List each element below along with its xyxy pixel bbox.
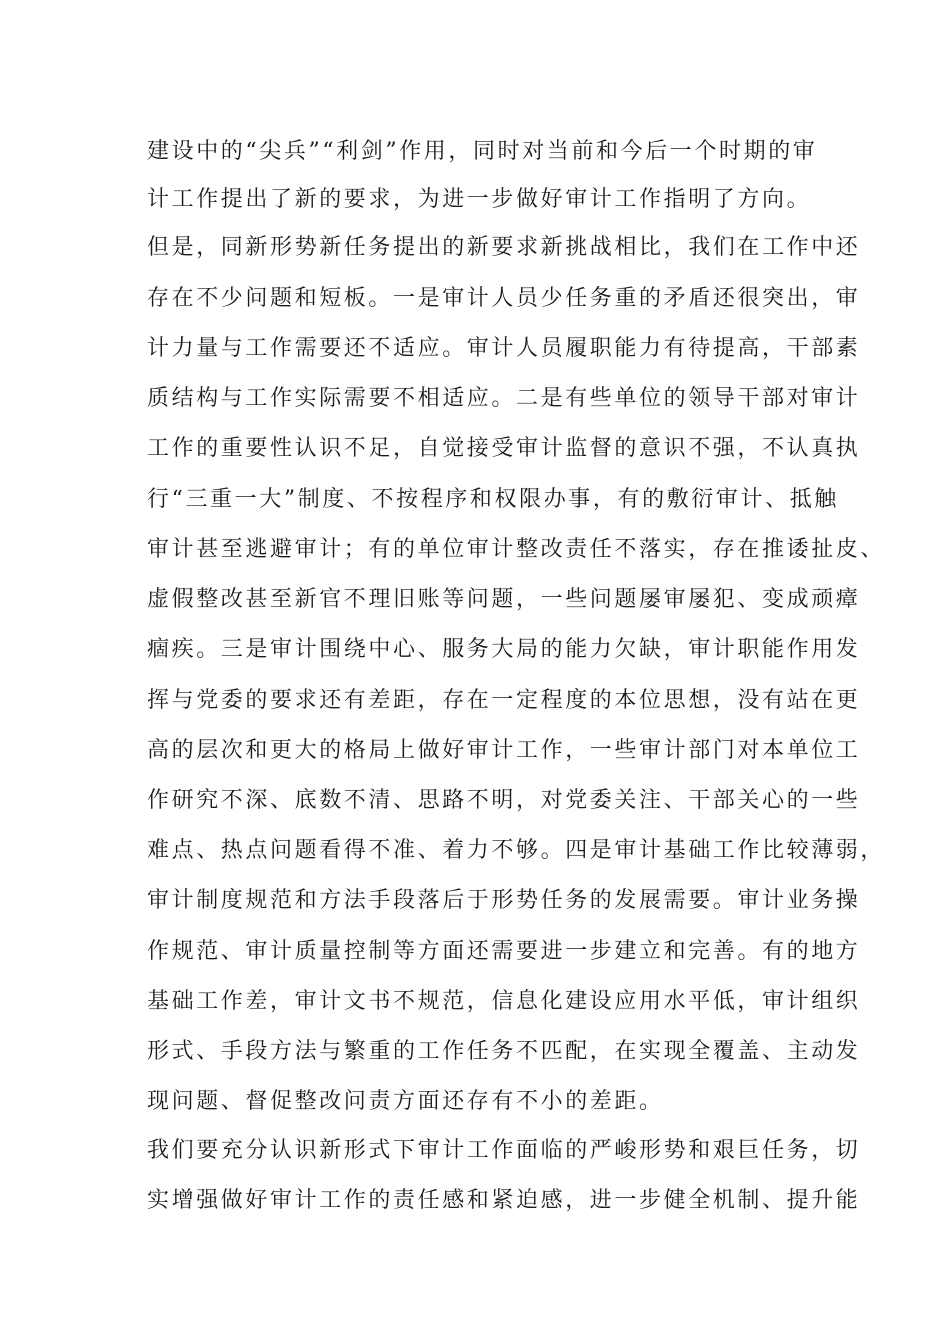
text-line: 存在不少问题和短板。一是审计人员少任务重的矛盾还很突出，审 bbox=[147, 286, 861, 311]
text-line: 实增强做好审计工作的责任感和紧迫感，进一步健全机制、提升能 bbox=[147, 1188, 861, 1213]
text-line: 工作的重要性认识不足，自觉接受审计监督的意识不强，不认真执 bbox=[147, 436, 861, 461]
text-line: 质结构与工作实际需要不相适应。二是有些单位的领导干部对审计 bbox=[147, 386, 861, 411]
text-line: 计工作提出了新的要求，为进一步做好审计工作指明了方向。 bbox=[147, 187, 812, 212]
text-line: 但是，同新形势新任务提出的新要求新挑战相比，我们在工作中还 bbox=[147, 235, 861, 260]
text-line: 作规范、审计质量控制等方面还需要进一步建立和完善。有的地方 bbox=[147, 939, 861, 964]
text-line: 痼疾。三是审计围绕中心、服务大局的能力欠缺，审计职能作用发 bbox=[147, 637, 861, 662]
text-line: 作研究不深、底数不清、思路不明，对党委关注、干部关心的一些 bbox=[147, 788, 861, 813]
text-line: 现问题、督促整改问责方面还存有不小的差距。 bbox=[147, 1089, 664, 1114]
text-line: 建设中的“尖兵”“利剑”作用，同时对当前和今后一个时期的审 bbox=[147, 139, 818, 164]
text-line: 基础工作差，审计文书不规范，信息化建设应用水平低，审计组织 bbox=[147, 989, 861, 1014]
text-line: 虚假整改甚至新官不理旧账等问题，一些问题屡审屡犯、变成顽瘴 bbox=[147, 587, 861, 612]
text-line: 审计制度规范和方法手段落后于形势任务的发展需要。审计业务操 bbox=[147, 888, 861, 913]
text-line: 行“三重一大”制度、不按程序和权限办事，有的敷衍审计、抵触 bbox=[147, 487, 839, 512]
text-line: 挥与党委的要求还有差距，存在一定程度的本位思想，没有站在更 bbox=[147, 688, 861, 713]
text-line: 形式、手段方法与繁重的工作任务不匹配，在实现全覆盖、主动发 bbox=[147, 1039, 861, 1064]
text-line: 我们要充分认识新形式下审计工作面临的严峻形势和艰巨任务，切 bbox=[147, 1138, 861, 1163]
text-line: 审计甚至逃避审计；有的单位审计整改责任不落实，存在推诿扯皮、 bbox=[147, 537, 886, 562]
text-line: 难点、热点问题看得不准、着力不够。四是审计基础工作比较薄弱， bbox=[147, 838, 886, 863]
text-line: 计力量与工作需要还不适应。审计人员履职能力有待提高，干部素 bbox=[147, 336, 861, 361]
text-line: 高的层次和更大的格局上做好审计工作，一些审计部门对本单位工 bbox=[147, 738, 861, 763]
